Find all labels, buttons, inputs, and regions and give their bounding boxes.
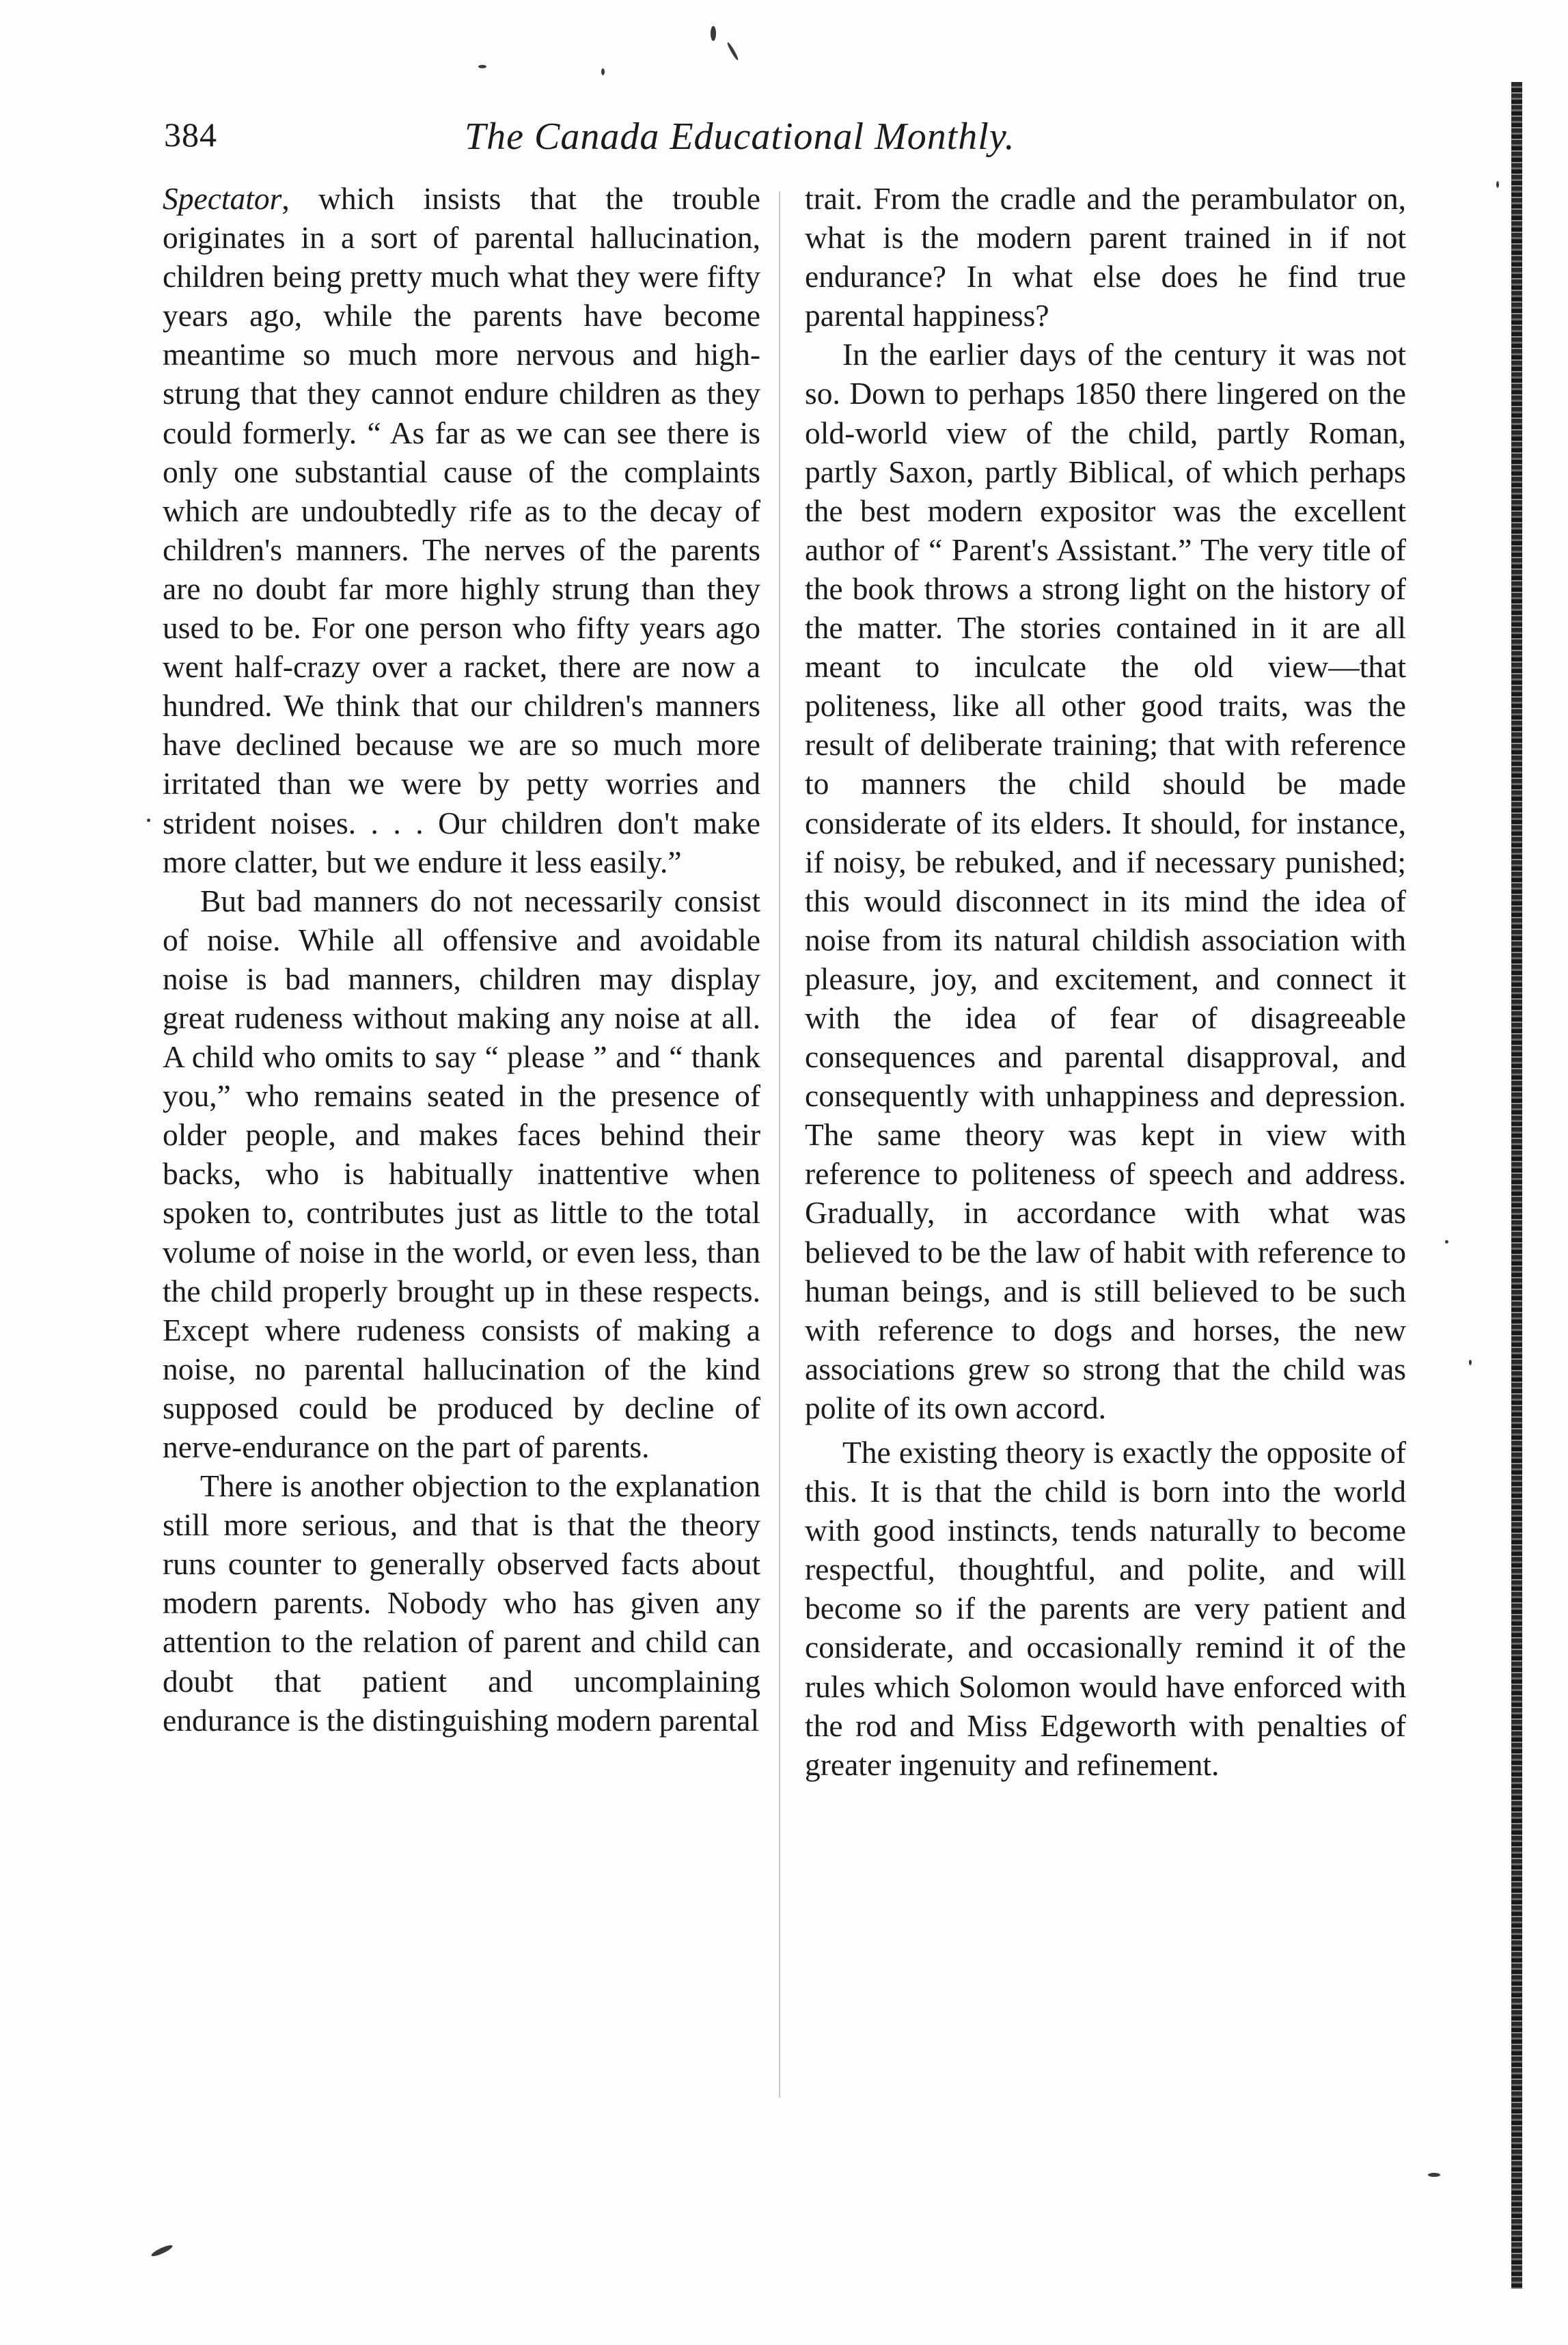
page-header [164, 115, 1134, 163]
paragraph: In the earlier days of the century it was not so. Down to perhaps 1850 there lingered on the old-world view of the child, partly Roman, partly Saxon, partly Biblical, of which perhaps the best modern expositor was the excellent author of “ Parent's Assistant.” The very title of the book throws a strong light on the history of the matter. The stories contained in it are all meant to inculcate the old view—that politeness, like all other good traits, was the result of deliberate training; that with reference to manners the child should be made considerate of its elders. It should, for instance, if noisy, be rebuked, and if necessary punished; this would disconnect in its mind the idea of noise from its natural childish association with pleasure, joy, and excitement, and connect it with the idea of fear of disagreeable consequences and parental disapproval, and consequently with unhappiness and depression. The same theory was kept in view with reference to politeness of speech and address. Gradually, in accordance with what was believed to be the law of habit with reference to human beings, and is still believed to be such with reference to dogs and horses, the new associations grew so strong that the child was polite of its own accord. [805, 337, 1406, 1425]
scan-speck [1496, 181, 1499, 188]
scan-speck [150, 2243, 174, 2258]
paragraph: But bad manners do not necessarily consist of noise. While all offensive and avoidable noise is bad manners, children may display great rudeness without making any noise at all. A child who omits to say “ please ” and “ thank you,” who remains seated in the presence of older people, and makes faces behind their backs, who is habitually inattentive when spoken to, contributes just as little to the total volume of noise in the world, or even less, than the child properly brought up in these respects. Except where rudeness consists of making a noise, no parental hallucination of the kind supposed could be produced by decline of nerve-endurance on the part of parents. [163, 883, 760, 1464]
right-column [805, 179, 1406, 1784]
scan-speck [1428, 2173, 1440, 2177]
paragraph-text: , which insists that the trouble originates in a sort of parental hallucination, children being pretty much what they were fifty years ago, while the parents have become meantime so much more nervous and high-strung that they cannot endure children as they could formerly. “ As far as we can see there is only one substantial cause of the complaints which are undoubtedly rife as to the decay of children's manners. The nerves of the parents are no doubt far more highly strung than they used to be. For one person who fifty years ago went half-crazy over a racket, there are now a hundred. We think that our children's manners have declined because we are so much more irritated than we were by petty worries and strident noises. . . . Our children don't make more clatter, but we endure it less easily.” [163, 181, 760, 879]
paragraph [163, 179, 760, 881]
scan-speck [147, 819, 150, 822]
paragraph: There is another objection to the explanation still more serious, and that is that the theory runs counter to generally observed facts about modern parents. Nobody who has given any attention to the relation of parent and child can doubt that patient and uncomplaining endurance is the distinguishing modern parental [163, 1468, 760, 1738]
scan-speck [1469, 1360, 1472, 1365]
scan-edge-shadow [1511, 82, 1522, 2289]
page-number: 384 [164, 115, 217, 154]
scan-speck [726, 42, 739, 61]
scan-speck [478, 65, 486, 68]
paragraph: trait. From the cradle and the perambulator on, what is the modern parent trained in if not endurance? In what else does he find true parental happiness? [805, 181, 1406, 333]
scan-speck [711, 26, 716, 41]
column-rule [779, 191, 780, 2098]
scan-speck [1445, 1240, 1448, 1244]
paragraph: The existing theory is exactly the opposite of this. It is that the child is born into the world with good instincts, tends naturally to become respectful, thoughtful, and polite, and will become so if the parents are very patient and considerate, and occasionally remind it of the rules which Solomon would have enforced with the rod and Miss Edgeworth with penalties of greater ingenuity and refinement. [805, 1435, 1406, 1782]
scan-speck [601, 68, 605, 75]
italic-lead: Spectator [163, 181, 282, 216]
running-title: The Canada Educational Monthly. [465, 115, 1015, 158]
left-column [163, 179, 760, 1740]
